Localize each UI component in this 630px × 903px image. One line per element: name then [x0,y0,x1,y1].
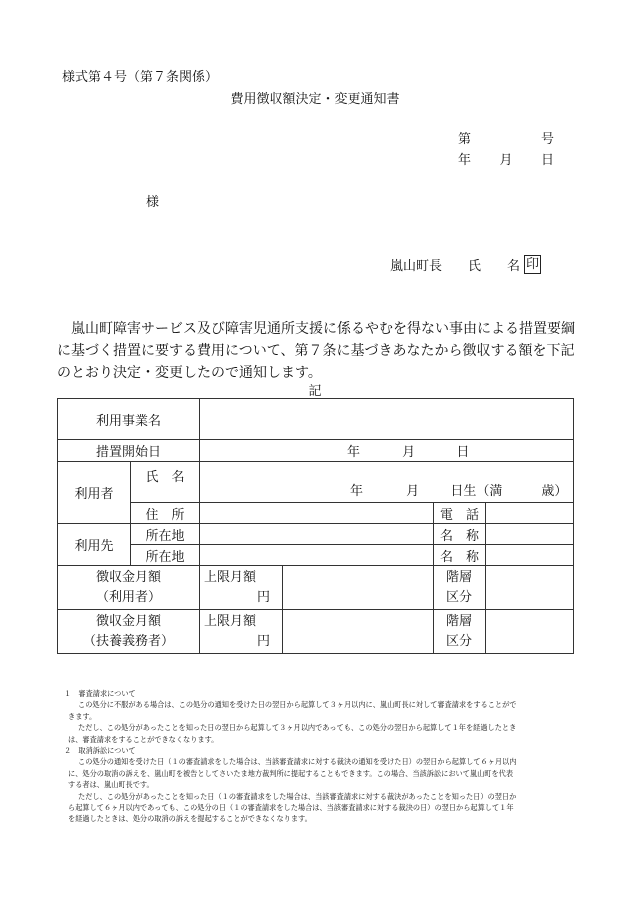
monthly-fee-user-l1: 徴収金月額 [96,569,162,585]
table-row [58,399,574,440]
note-1-para-1: この処分に不服がある場合は、この処分の通知を受けた日の翌日から起算して３ヶ月以内に、嵐山町長に対して審査請求をすることがで [78,700,517,710]
table-row [58,503,574,524]
birth-month: 月 [406,484,420,499]
start-month: 月 [402,445,416,460]
tier-label-supporter [434,610,486,654]
phone-label: 電 話 [434,503,486,524]
limit-label-supporter: 上限月額 [204,613,257,629]
ki-heading: 記 [308,384,322,399]
limit-value-user [283,566,434,610]
limit-value-supporter [283,610,434,654]
dest-name-label-2: 名 称 [434,545,486,566]
addressee-honorific: 様 [146,195,160,210]
name-char-1: 氏 [468,259,482,274]
start-date-label: 措置開始日 [58,440,200,462]
dest-name-value-2 [486,545,574,566]
go-label: 号 [540,132,554,147]
tier-l1-user: 階層 [446,569,473,585]
location-label-2: 所在地 [131,545,200,566]
tier-l2-supporter: 区分 [446,633,473,649]
birth-day-age: 日生（満 歳） [450,484,568,499]
address-label: 住 所 [131,503,200,524]
document-number [458,129,554,150]
table-row [58,545,574,566]
start-day: 日 [456,445,470,460]
table-row [58,566,574,610]
limit-label-user: 上限月額 [204,569,257,585]
address-value [200,503,434,524]
tier-value-supporter [486,610,574,654]
body-line-3: のとおり決定・変更したので通知します。 [57,365,322,381]
yen-unit-supporter: 円 [257,633,271,649]
limit-cell-user [200,566,283,610]
note-2-para-2: ただし、この処分があったことを知った日（１の審査請求をした場合は、当該審査請求に対する裁決があったことを知った日）の翌日か [78,791,517,801]
note-1-para-1b: きます。 [68,711,97,721]
location-value-1 [200,524,434,545]
fee-table [57,398,574,654]
seal-mark: 印 [526,257,540,272]
mayor-title: 嵐山町長 [390,259,443,274]
body-line-2: に基づく措置に要する費用について、第７条に基づきあなたから徴収する額を下記 [57,343,575,359]
table-row [58,610,574,654]
note-1-para-2b: は、審査請求をすることができなくなります。 [68,734,219,744]
monthly-fee-user-l2: （利用者） [96,589,162,605]
user-label: 利用者 [58,462,131,524]
document-title: 費用徴収額決定・変更通知書 [230,92,400,107]
tier-l2-user: 区分 [446,589,473,605]
monthly-fee-supporter-l2: （扶養義務者） [83,633,175,649]
limit-cell-supporter [200,610,283,654]
note-2-para-1: この処分の通知を受けた日（１の審査請求をした場合は、当該審査請求に対する裁決の通知を受けた日）の翌日から起算して６ヶ月以内 [78,757,517,767]
body-line-1: 嵐山町障害サービス及び障害児通所支援に係るやむを得ない事由による措置要綱 [57,321,575,337]
destination-label: 利用先 [58,524,131,566]
note-2-para-1c: する者は、嵐山町長です。 [68,780,154,790]
monthly-fee-supporter-label [58,610,200,654]
name-label: 氏 名 [131,462,200,503]
note-2-heading: ２ 取消訴訟について [64,746,136,756]
year-label: 年 [458,153,472,168]
dest-name-value-1 [486,524,574,545]
note-1-para-2: ただし、この処分があったことを知った日の翌日から起算して３ヶ月以内であっても、この処分の翌日から起算して１年を経過したとき [78,723,517,733]
month-label: 月 [499,153,513,168]
form-number: 様式第４号（第７条関係） [62,70,219,85]
monthly-fee-supporter-l1: 徴収金月額 [96,613,162,629]
tier-label-user [434,566,486,610]
sender-block [390,255,541,274]
yen-unit-user: 円 [257,589,271,605]
day-label: 日 [540,153,554,168]
note-1-heading: １ 審査請求について [64,689,136,698]
location-label-1: 所在地 [131,524,200,545]
name-char-2: 名 [507,259,521,274]
table-row [58,440,574,462]
tier-value-user [486,566,574,610]
note-2-para-1b: に、処分の取消の訴えを、嵐山町を被告としてさいたま地方裁判所に提起することもできます。この場合、当該訴訟において嵐山町を代表 [68,768,514,778]
service-provider-value [200,399,574,440]
note-2-para-2c: を経過したときは、処分の取消の訴えを提起することができなくなります。 [68,814,312,824]
dai-label: 第 [458,132,472,147]
document-number-date [458,129,554,171]
dest-name-label-1: 名 称 [434,524,486,545]
table-row [58,462,574,503]
location-value-2 [200,545,434,566]
notice-body [57,318,577,384]
notes-section [64,688,576,825]
tier-l1-supporter: 階層 [446,613,473,629]
birth-date-value [200,462,574,503]
birth-year: 年 [350,484,364,499]
phone-value [486,503,574,524]
start-year: 年 [347,445,361,460]
monthly-fee-user-label [58,566,200,610]
table-row [58,524,574,545]
note-2-para-2b: ら起算して６ヶ月以内であっても、この処分の日（１の審査請求をした場合は、当該審査請求に対する裁決の日）の翌日から起算して１年 [68,803,514,813]
issue-date [458,150,554,171]
start-date-value [200,440,574,462]
service-provider-label: 利用事業名 [58,399,200,440]
